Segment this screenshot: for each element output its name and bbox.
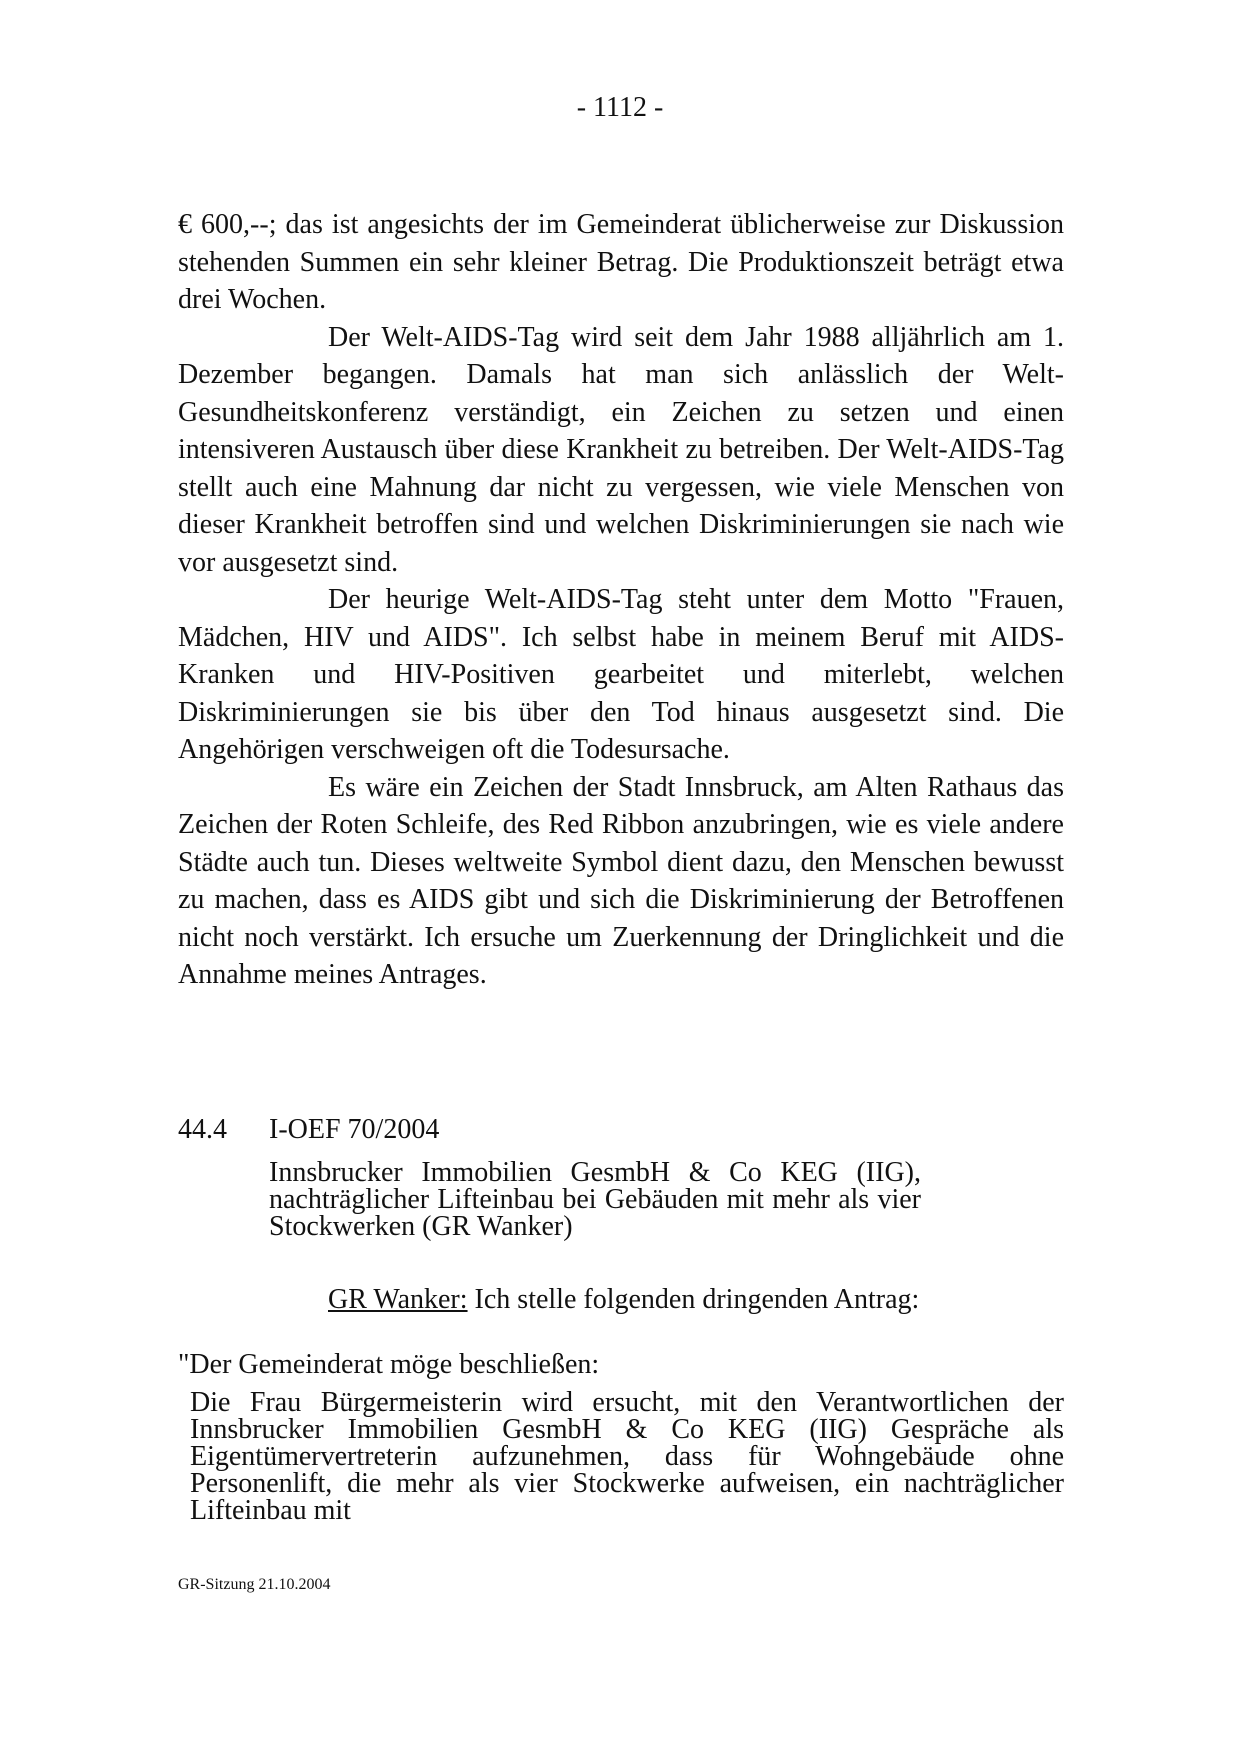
motion-speaker-line [328,1284,919,1316]
paragraph-4: Es wäre ein Zeichen der Stadt Innsbruck, am Alten Rathaus das Zeichen der Roten Schleife, des Red Ribbon anzubringen, wie es viele andere Städte auch tun. Dieses weltweite Symbol dient dazu, den Menschen bewusst zu machen, dass es AIDS gibt und sich die Diskriminierung der Betroffenen nicht noch verstärkt. Ich ersuche um Zuerkennung der Dringlichkeit und die Annahme meines Antrages. [178,771,1064,990]
motion-statement: Ich stelle folgenden dringenden Antrag: [467,1284,920,1315]
agenda-item-code: I-OEF 70/2004 [269,1114,440,1145]
paragraph-3: Der heurige Welt-AIDS-Tag steht unter dem Motto "Frauen, Mädchen, HIV und AIDS". Ich selbst habe in meinem Beruf mit AIDS-Kranken und HIV-Positiven gearbeitet und miterlebt, welchen Diskriminierungen sie bis über den Tod hinaus ausgesetzt sind. Die Angehörigen verschweigen oft die Todesursache. [178,584,1064,765]
motion-speaker: GR Wanker: [328,1284,468,1315]
resolution-text: Die Frau Bürgermeisterin wird ersucht, mit den Verantwortlichen der Innsbrucker Immobilien GesmbH & Co KEG (IIG) Gespräche als Eigentümervertreterin aufzunehmen, dass für Wohngebäude ohne Personenlift, die mehr als vier Stockwerke aufweisen, ein nachträglicher Lifteinbau mit [190,1387,1064,1526]
paragraph-2: Der Welt-AIDS-Tag wird seit dem Jahr 1988 alljährlich am 1. Dezember begangen. Damals hat man sich anlässlich der Welt-Gesundheitskonferenz verständigt, ein Zeichen zu setzen und einen intensiveren Austausch über diese Krankheit zu betreiben. Der Welt-AIDS-Tag stellt auch eine Mahnung dar nicht zu vergessen, wie viele Menschen von dieser Krankheit betroffen sind und welchen Diskriminierungen sie nach wie vor ausgesetzt sind. [178,321,1064,578]
agenda-item-description: Innsbrucker Immobilien GesmbH & Co KEG (IIG), nachträglicher Lifteinbau bei Gebäuden mit mehr als vier Stockwerken (GR Wanker) [269,1157,921,1242]
paragraph-1: € 600,--; das ist angesichts der im Gemeinderat üblicherweise zur Diskussion stehenden Summen ein sehr kleiner Betrag. Die Produktionszeit beträgt etwa drei Wochen. [178,209,1064,315]
main-text [178,206,1064,994]
agenda-item-number: 44.4 [178,1114,227,1145]
footer-session: GR-Sitzung 21.10.2004 [178,1576,331,1593]
resolution-intro: "Der Gemeinderat möge beschließen: [178,1349,600,1380]
page-number: - 1112 - [576,92,664,123]
